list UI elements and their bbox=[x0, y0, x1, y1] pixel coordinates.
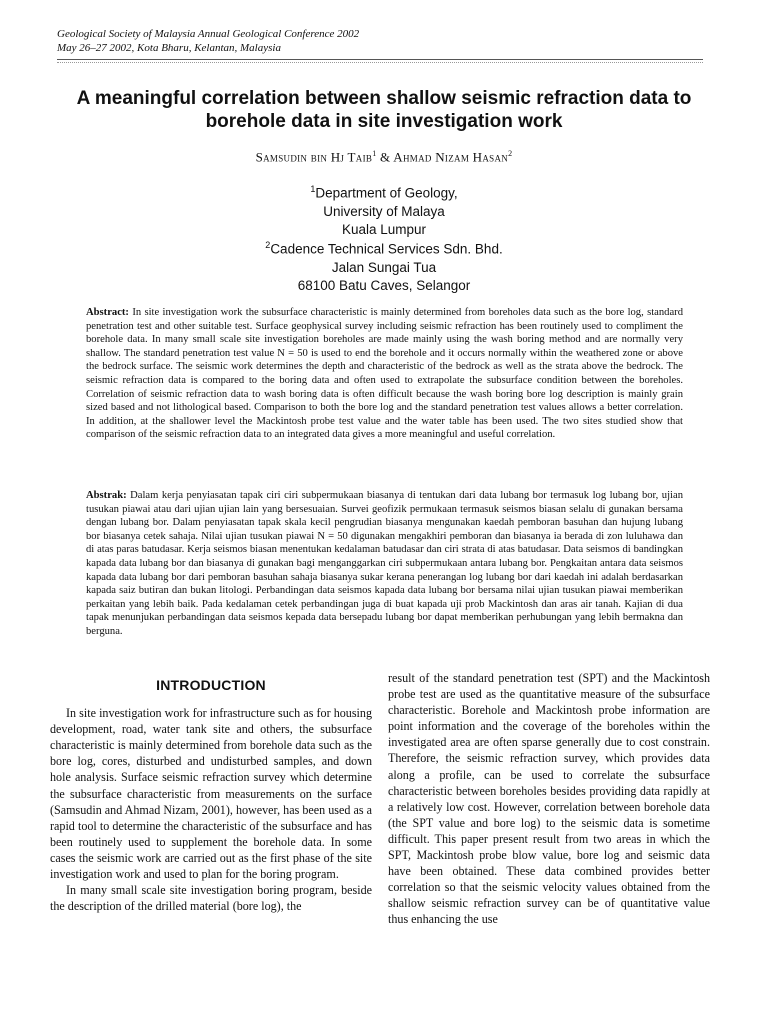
affiliation-2 bbox=[40, 236, 728, 295]
header-date-location: May 26–27 2002, Kota Bharu, Kelantan, Malaysia bbox=[57, 42, 281, 54]
abstract-english-label: Abstract: bbox=[86, 307, 129, 318]
running-header bbox=[57, 27, 717, 55]
header-rule bbox=[57, 59, 703, 60]
body-column-right bbox=[388, 670, 710, 928]
affiliation-1-line-2: University of Malaya bbox=[323, 203, 445, 219]
title-line-1: A meaningful correlation between shallow seismic refraction data to bbox=[76, 88, 692, 109]
author-1: Samsudin bin Hj Taib bbox=[255, 149, 373, 165]
abstract-english bbox=[86, 306, 683, 442]
author-2-affil-mark: 2 bbox=[508, 149, 513, 158]
intro-paragraph-1: In site investigation work for infrastructure such as for housing development, road, water tank site and others, the subsurface characteristic is mainly determined from borehole data such as the bore log, cores, disturbed and undisturbed samples, and down hole analysis. Surface seismic refraction survey which determine the subsurface characteristic from measurements on the surface (Samsudin and Ahmad Nizam, 2001), however, has been used as a rapid tool to determine the characteristic of the subsurface and has been routinely used to supplement the borehole data. In some cases the seismic work are carried out as the first phase of the site investigation work and used to plan for the boring program. bbox=[50, 706, 372, 882]
intro-paragraph-2-continued: result of the standard penetration test (SPT) and the Mackintosh probe test are used as the quantitative measure of the subsurface characteristic. Borehole and Mackintosh probe information are point information and the coverage of the boreholes within the investigated area are often sparse generally due to cost constrain. Therefore, the seismic refraction survey, which provides data along a profile, can be used to correlate the subsurface characteristic between boreholes besides providing data rapidly at a relatively low cost. However, correlation between borehole data (the SPT value and bore log) to the seismic data is sometime difficult. This paper present result from two areas in which the SPT, Mackintosh probe blow value, bore log and seismic data have been obtained. These data combined provides better correlation so that the seismic velocity values obtained from the shallow seismic refraction survey can be of quantitative value thus enhancing the use bbox=[388, 671, 710, 927]
author-2: Ahmad Nizam Hasan bbox=[393, 149, 509, 165]
body-column-left bbox=[50, 673, 372, 914]
affiliation-2-line-2: Jalan Sungai Tua bbox=[331, 259, 437, 275]
abstract-malay-label: Abstrak: bbox=[86, 490, 127, 501]
affiliation-1 bbox=[40, 180, 728, 239]
section-heading-introduction: INTRODUCTION bbox=[156, 677, 266, 693]
affiliation-2-line-1: Cadence Technical Services Sdn. Bhd. bbox=[270, 241, 503, 257]
header-rule-dotted bbox=[57, 62, 703, 63]
author-list bbox=[40, 149, 728, 165]
abstract-malay bbox=[86, 489, 683, 639]
intro-paragraph-2: In many small scale site investigation boring program, beside the description of the drilled material (bore log), the bbox=[50, 883, 372, 914]
abstract-malay-text: Dalam kerja penyiasatan tapak ciri ciri subpermukaan biasanya di tentukan dari data lubang bor termasuk log lubang bor, ujian tusukan piawai atau dari ujian ujian lain yang bersesuaian. Survei geofizik permukaan termasuk seismos biasan selalu di gunakan bersama dengan lubang bor. Dalam penyiasatan tapak skala kecil pengrudian biasanya mengunakan kaedah pemboran basuhan dan hujung lubang bor biasanya cetek sahaja. Nilai ujian tusukan piawai N = 50 digunakan mengakhiri pemboran dan biasanya ia berada di zon luluhawa dan di atas paras batudasar. Kerja seismos biasan menentukan kedalaman batudasar dan ciri strata di atas batudasar. Data seismos di bandingkan kapada data lubang bor dan biasanya di gunakan bagi menganggarkan ciri subpermukaan antara lubang bor. Pengkaitan antara data seismos kapada data lubang bor dari pemboran basuhan sahaja biasanya sukar kerana penerangan log lubang bor dari kaedah ini adalah berdasarkan kapada saiz butiran dan bukan litologi. Perbandingan data seismos kapada data lubang bor bersama nilai ujian tusukan piawai memberikan perkaitan yang lebih baik. Pada kedalaman cetek perbandingan juga di buat kapada uji prob Mackintosh dan aras air tanah. Kajian di dua tapak menunjukan perbandingan data seismos kepada data bersepadu lubang bor dapat memberikan perhubungan yang lebih bermakna dan berguna. bbox=[86, 490, 683, 637]
author-separator: & bbox=[376, 149, 394, 165]
affiliation-1-mark: 1 bbox=[310, 184, 316, 194]
title-line-2: borehole data in site investigation work bbox=[205, 111, 563, 132]
affiliation-2-line-3: 68100 Batu Caves, Selangor bbox=[297, 277, 471, 293]
header-conference: Geological Society of Malaysia Annual Geological Conference 2002 bbox=[57, 28, 360, 40]
affiliation-1-line-3: Kuala Lumpur bbox=[341, 221, 427, 237]
affiliation-1-line-1: Department of Geology, bbox=[315, 185, 458, 201]
affiliation-2-mark: 2 bbox=[265, 240, 271, 250]
paper-title bbox=[40, 87, 728, 133]
abstract-english-text: In site investigation work the subsurface characteristic is mainly determined from boreholes data such as the bore log, standard penetration test and other suitable test. Surface geophysical survey including seismic refraction has been routinely used to compliment the borehole data. In many small scale site investigation boreholes are made mainly using the wash boring method and are normally very shallow. The standard penetration test value N = 50 is used to end the borehole and it occurs normally within the weathered zone or above the bedrock surface. The seismic work determines the depth and characteristic of the bedrock as well as the strata above the bedrock. The seismic refraction data is compared to the boring data and often used to extrapolate the subsurface condition between the boreholes. Correlation of seismic refraction data to wash boring data is often difficult because the wash boring bore log description is mainly grain sized based and not lithological based. Comparison to both the bore log and the standard penetration test values allows a better correlation. In addition, at the shallower level the Mackintosh probe test value and the water table has been used. The two sites studied show that comparison of the seismic refraction data to an integrated data gives a more meaningful and useful correlation. bbox=[86, 307, 683, 441]
author-1-affil-mark: 1 bbox=[372, 149, 377, 158]
